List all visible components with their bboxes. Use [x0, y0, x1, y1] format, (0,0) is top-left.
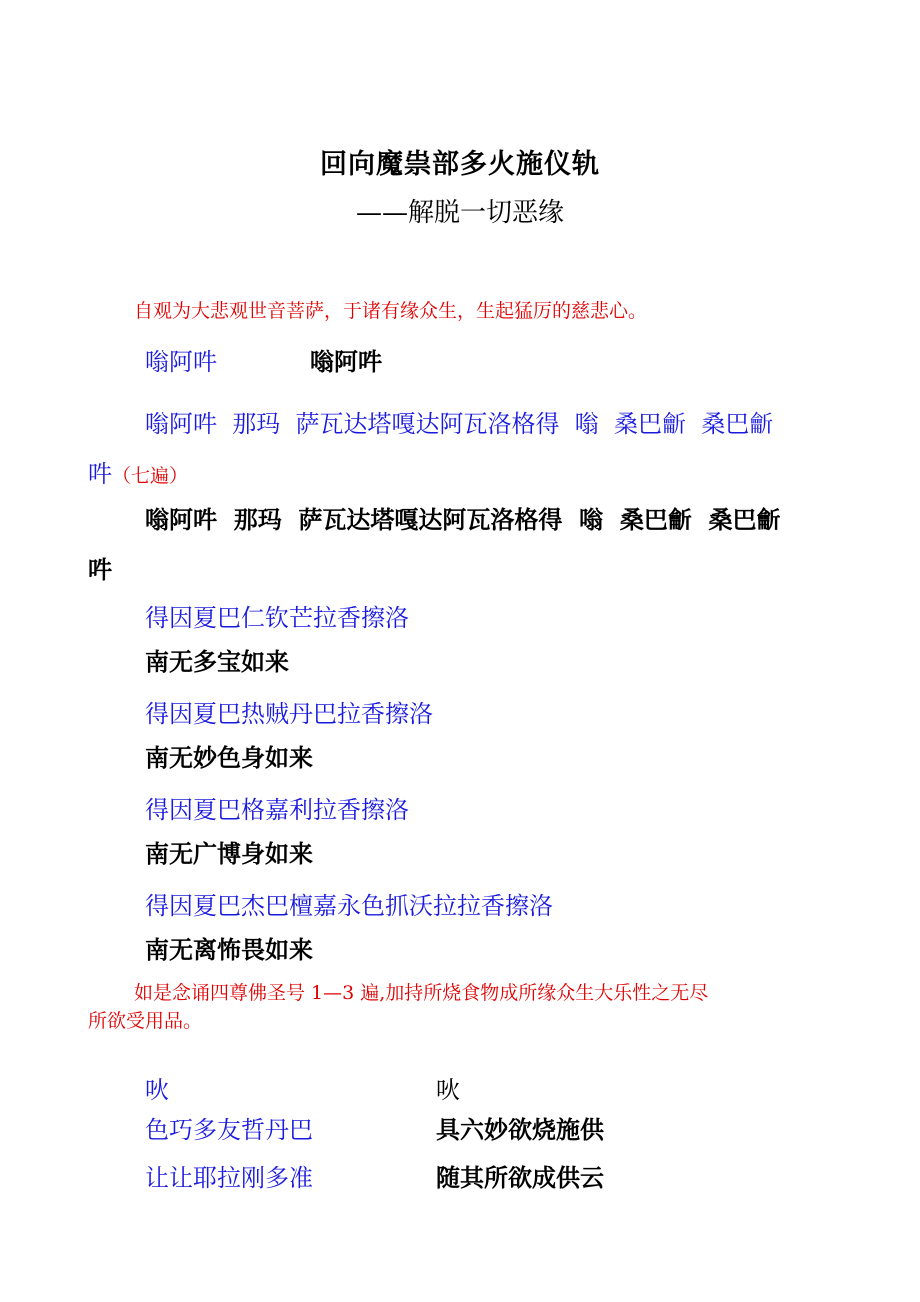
- buddha-1-chant: 得因夏巴仁钦芒拉香擦洛: [145, 604, 409, 632]
- mantra2-translation-line2: 吽: [88, 555, 112, 584]
- mantra1-translation: 嗡阿吽: [310, 347, 382, 376]
- buddha-4-chant: 得因夏巴杰巴檀嘉永色抓沃拉拉香擦洛: [145, 892, 553, 920]
- dedication-note-line1: 如是念诵四尊佛圣号 1—3 遍,加持所烧食物成所缘众生大乐性之无尽: [134, 982, 709, 1004]
- buddha-2-translation: 南无妙色身如来: [145, 743, 313, 772]
- mantra1-chant: 嗡阿吽: [145, 348, 217, 376]
- offering-1-translation: 吙: [436, 1076, 460, 1104]
- buddha-2-chant: 得因夏巴热贼丹巴拉香擦洛: [145, 700, 433, 728]
- mantra2-translation-line1: 嗡阿吽 那玛 萨瓦达塔嘎达阿瓦洛格得 嗡 桑巴𪛊 桑巴𪛊: [145, 505, 781, 534]
- buddha-4-translation: 南无离怖畏如来: [145, 935, 313, 964]
- dedication-note-line2: 所欲受用品。: [88, 1010, 203, 1032]
- intro-instruction: 自观为大悲观世音菩萨，于诸有缘众生，生起猛厉的慈悲心。: [134, 300, 648, 322]
- offering-3-translation: 随其所欲成供云: [436, 1163, 604, 1192]
- offering-1-chant: 吙: [145, 1076, 169, 1104]
- mantra2-chant-line1: 嗡阿吽 那玛 萨瓦达塔嘎达阿瓦洛格得 嗡 桑巴𪛊 桑巴𪛊: [145, 410, 774, 438]
- offering-2-translation: 具六妙欲烧施供: [436, 1115, 604, 1144]
- mantra2-chant-line2-row: [88, 454, 188, 489]
- page-title: 回向魔祟部多火施仪轨: [320, 149, 600, 180]
- buddha-1-translation: 南无多宝如来: [145, 647, 289, 676]
- mantra2-chant-line2: 吽: [88, 460, 112, 488]
- buddha-3-chant: 得因夏巴格嘉利拉香擦洛: [145, 796, 409, 824]
- page-subtitle: ——解脱一切恶缘: [355, 198, 564, 228]
- offering-2-chant: 色巧多友哲丹巴: [145, 1116, 313, 1144]
- repeat-count-note: （七遍）: [112, 465, 189, 487]
- buddha-3-translation: 南无广博身如来: [145, 839, 313, 868]
- offering-3-chant: 让让耶拉刚多准: [145, 1164, 313, 1192]
